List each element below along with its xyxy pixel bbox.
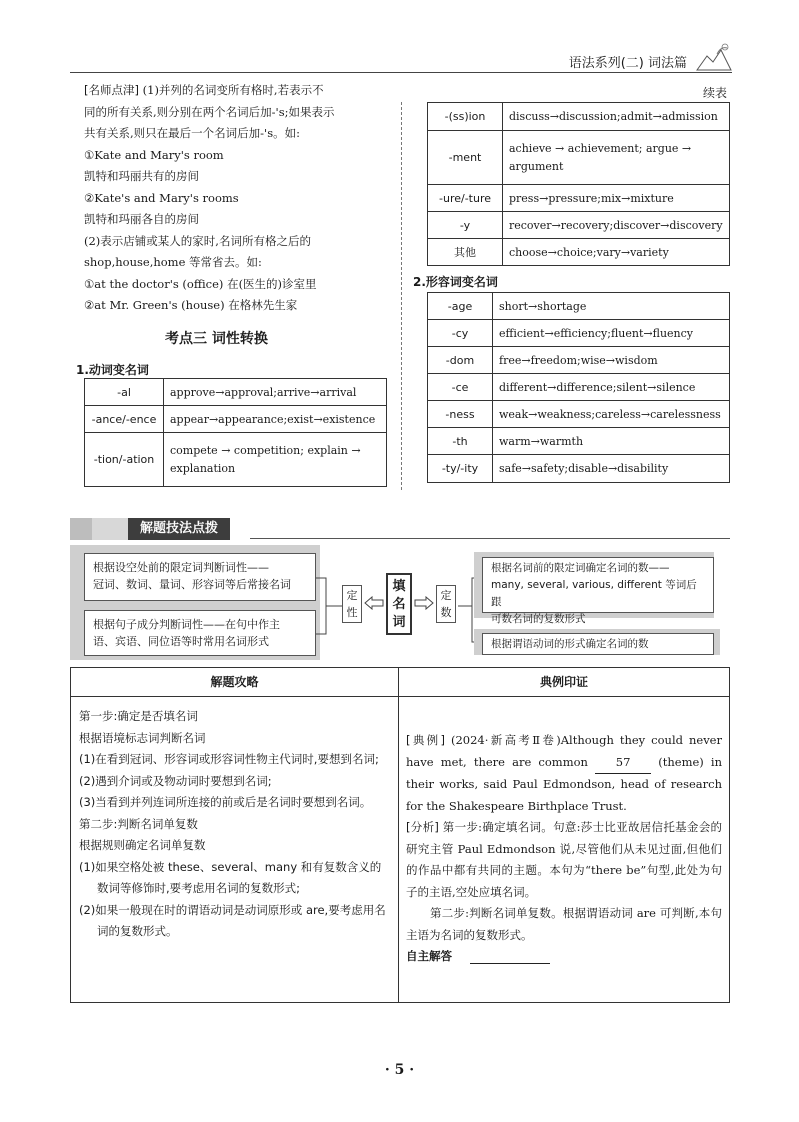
table-row — [428, 293, 730, 320]
table-row — [428, 212, 730, 239]
suffix-cell: -al — [85, 379, 164, 406]
running-header: 语法系列(二) 词法篇 — [568, 56, 687, 71]
example-cell: short→shortage — [493, 293, 730, 320]
strategy-line: (2)如果一般现在时的谓语动词是动词原形或 are,要考虑用名词的复数形式。 — [79, 902, 386, 938]
column-divider — [401, 102, 402, 490]
note-line: (2)表示店铺或某人的家时,名词所有格之后的 — [84, 233, 311, 248]
table-row — [428, 320, 730, 347]
table-row — [428, 185, 730, 212]
suffix-cell: -(ss)ion — [428, 103, 503, 131]
example-cell: warm→warmth — [493, 428, 730, 455]
analysis-text: 第二步:判断名词单复数。根据谓语动词 are 可判断,本句主语为名词的复数形式。 — [406, 906, 722, 942]
arrow-left-icon — [364, 596, 384, 610]
note-line: 凯特和玛丽各自的房间 — [84, 212, 199, 226]
flow-box-right-1 — [482, 557, 714, 625]
blank-57: 57 — [595, 752, 651, 775]
example-cell: discuss→discussion;admit→admission — [503, 103, 730, 131]
table-row — [85, 433, 387, 487]
banner-rule — [250, 538, 730, 539]
suffix-cell: -ce — [428, 374, 493, 401]
flow-box-left-1 — [84, 553, 316, 601]
strategy-line: 第一步:确定是否填名词 — [79, 709, 198, 723]
flow-text: 语、宾语、同位语等时常用名词形式 — [93, 635, 269, 648]
flow-text: 可数名词的复数形式 — [491, 613, 586, 625]
table-row — [85, 379, 387, 406]
suffix-cell: -dom — [428, 347, 493, 374]
example-cell: press→pressure;mix→mixture — [503, 185, 730, 212]
suffix-cell: -ment — [428, 131, 503, 185]
table-row — [428, 374, 730, 401]
mountain-logo-icon — [695, 42, 733, 72]
suffix-cell: 其他 — [428, 239, 503, 266]
example-cell: free→freedom;wise→wisdom — [493, 347, 730, 374]
banner-block — [92, 518, 128, 540]
flow-text: 冠词、数词、量词、形容词等后常接名词 — [93, 578, 291, 591]
example-cell: appear→appearance;exist→existence — [164, 406, 387, 433]
strategy-line: (2)遇到介词或及物动词时要想到名词; — [79, 773, 272, 788]
table-row — [428, 103, 730, 131]
suffix-cell: -age — [428, 293, 493, 320]
note-line: 同的所有关系,则分别在两个名词后加-'s;如果表示 — [84, 104, 335, 119]
example-cell: safe→safety;disable→disability — [493, 455, 730, 483]
table-row — [85, 406, 387, 433]
adj-to-noun-table — [427, 292, 730, 483]
note-line: 共有关系,则只在最后一个名词后加-'s。如: — [84, 126, 300, 140]
table-row — [428, 131, 730, 185]
table-header-left: 解题攻略 — [71, 668, 399, 697]
flow-box-right-2: 根据谓语动词的形式确定名词的数 — [482, 633, 714, 655]
flow-text: 根据名词前的限定词确定名词的数—— — [491, 562, 670, 574]
flow-text: 根据设空处前的限定词判断词性—— — [93, 561, 269, 574]
example-cell: approve→approval;arrive→arrival — [164, 379, 387, 406]
suffix-cell: -ty/-ity — [428, 455, 493, 483]
table-header-right: 典例印证 — [399, 668, 729, 697]
example-cell: different→difference;silent→silence — [493, 374, 730, 401]
section-banner — [70, 518, 730, 540]
example-cell: efficient→efficiency;fluent→fluency — [493, 320, 730, 347]
example-column — [406, 730, 722, 968]
suffix-cell: -y — [428, 212, 503, 239]
flow-dingshu: 定数 — [436, 585, 456, 623]
verb-to-noun-table — [84, 378, 387, 487]
table-row — [428, 401, 730, 428]
example-cell: choose→choice;vary→variety — [503, 239, 730, 266]
note-line: (1)并列的名词变所有格时,若表示不 — [142, 83, 324, 97]
strategy-line: 根据语境标志词判断名词 — [79, 730, 206, 745]
table-row — [428, 239, 730, 266]
self-answer-label: 自主解答 — [406, 949, 452, 963]
flow-center: 填名词 — [386, 573, 412, 635]
example-cell: recover→recovery;discover→discovery — [503, 212, 730, 239]
suffix-cell: -th — [428, 428, 493, 455]
strategy-line: (1)如果空格处被 these、several、many 和有复数含义的数词等修饰时,要考虑用名词的复数形式; — [79, 859, 382, 895]
suffix-cell: -ance/-ence — [85, 406, 164, 433]
strategy-line: (3)当看到并列连词所连接的前或后是名词时要想到名词。 — [79, 795, 372, 809]
bracket-left-icon — [316, 560, 342, 652]
note-line: ②Kate's and Mary's rooms — [84, 190, 239, 205]
strategy-line: (1)在看到冠词、形容词或形容词性物主代词时,要想到名词; — [79, 752, 379, 766]
header-rule — [70, 72, 732, 73]
strategy-line: 第二步:判断名词单复数 — [79, 816, 198, 831]
table-row — [428, 455, 730, 483]
arrow-right-icon — [414, 596, 434, 610]
page-number: · 5 · — [384, 1062, 415, 1078]
suffix-cell: -ure/-ture — [428, 185, 503, 212]
strategy-table — [70, 667, 730, 1003]
banner-title: 解题技法点拨 — [128, 518, 230, 540]
section-title: 考点三 词性转换 — [165, 331, 268, 347]
continued-label: 续表 — [702, 86, 727, 100]
strategy-column — [79, 706, 391, 943]
suffix-cell: -tion/-ation — [85, 433, 164, 487]
example-cell: achieve → achievement; argue → argument — [503, 131, 730, 185]
table-divider — [398, 668, 399, 1002]
example-cell: compete → competition; explain → explanation — [164, 433, 387, 487]
suffix-cell: -ness — [428, 401, 493, 428]
note-line: ①Kate and Mary's room — [84, 147, 224, 162]
suffix-cell: -cy — [428, 320, 493, 347]
example-tag: [典例] — [406, 733, 445, 747]
note-tag: [名师点津] — [84, 83, 139, 97]
flow-box-left-2 — [84, 610, 316, 656]
adj-to-noun-title: 2.形容词变名词 — [413, 275, 498, 289]
analysis-tag: [分析] — [406, 820, 439, 834]
flow-dingxing: 定性 — [342, 585, 362, 623]
note-line: ②at Mr. Green's (house) 在格林先生家 — [84, 298, 298, 312]
note-line: 凯特和玛丽共有的房间 — [84, 169, 199, 183]
answer-blank[interactable] — [470, 951, 550, 964]
verb-to-noun-title: 1.动词变名词 — [76, 363, 149, 377]
example-text: (2024·新高考Ⅱ卷)Although they could never have met, there are common — [406, 733, 722, 769]
note-line: ①at the doctor's (office) 在(医生的)诊室里 — [84, 276, 317, 291]
table-row — [428, 347, 730, 374]
teacher-note — [84, 80, 390, 317]
flow-text: 根据句子成分判断词性——在句中作主 — [93, 618, 280, 631]
flow-text: many, several, various, different 等词后跟 — [491, 579, 697, 608]
strategy-line: 根据规则确定名词单复数 — [79, 838, 206, 852]
table-row — [428, 428, 730, 455]
note-line: shop,house,home 等常省去。如: — [84, 255, 262, 269]
banner-block — [70, 518, 92, 540]
example-cell: weak→weakness;careless→carelessness — [493, 401, 730, 428]
verb-to-noun-cont-table — [427, 102, 730, 266]
example-text: (theme) in their works, said Paul Edmondson, head of research for the Shakespeare Birthplace Trust. — [406, 754, 723, 813]
analysis-text: 第一步:确定填名词。句意:莎士比亚故居信托基金会的研究主管 Paul Edmondson 说,尽管他们从未见过面,但他们的作品中都有共同的主题。本句为“there be”句型,此处为句子的主语,空处应填名词。 — [406, 820, 722, 899]
